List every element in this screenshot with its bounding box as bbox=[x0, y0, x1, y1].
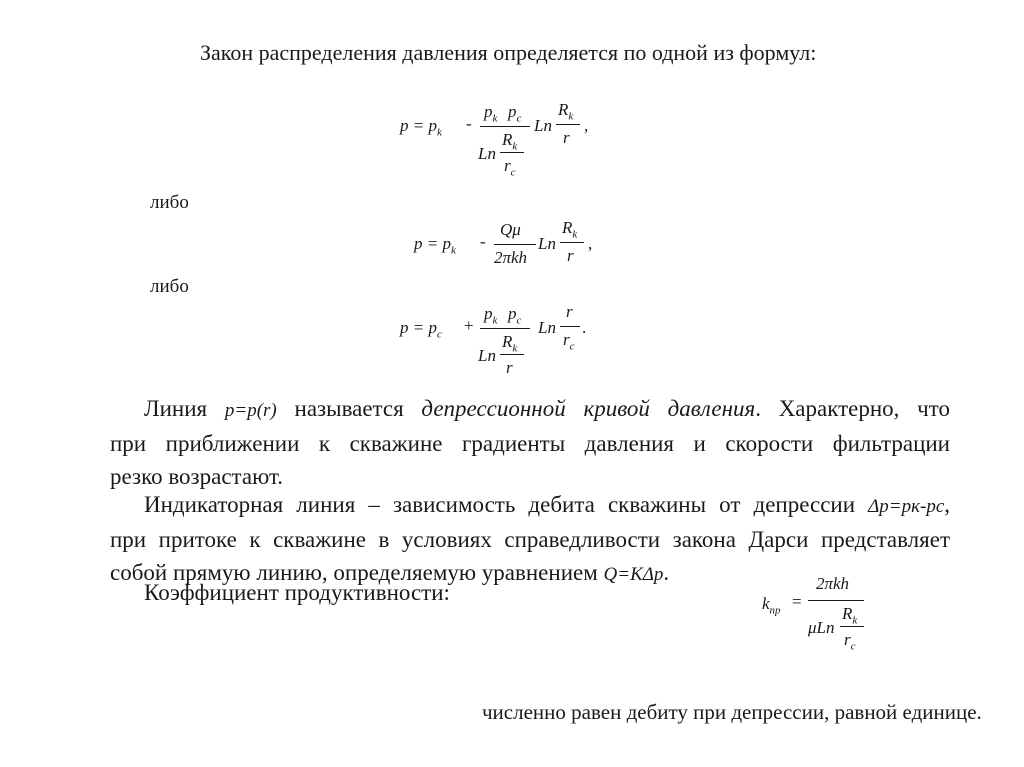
f2-lhs: $p = p_k$ bbox=[414, 234, 456, 257]
f3-den-frac-line bbox=[500, 354, 524, 355]
f1-den-ln: Ln bbox=[478, 144, 496, 163]
f3-ln-frac-line bbox=[560, 326, 580, 327]
f4-frac-line bbox=[808, 600, 864, 601]
formula-productivity bbox=[762, 572, 892, 662]
f2-frac-line bbox=[494, 244, 536, 245]
f3-den-den: r bbox=[506, 358, 513, 377]
f3-op: + bbox=[464, 316, 474, 335]
p2-line-2: при притоке к скважине в условиях справедливости закона Дарси представляет bbox=[110, 527, 950, 552]
formula-pressure-3 bbox=[400, 302, 620, 388]
f4-den-mu-ln: μLn bbox=[808, 618, 835, 637]
f4-eq: = bbox=[792, 592, 802, 611]
paragraph-depression-curve bbox=[110, 392, 950, 493]
f3-end: . bbox=[582, 318, 587, 337]
f1-den-num: $R_k$ bbox=[502, 130, 518, 153]
f2-end: , bbox=[588, 234, 593, 253]
p2-line-3: собой прямую линию, определяемую уравнением Q=KΔp. bbox=[110, 560, 670, 585]
p2-line-1: Индикаторная линия – зависимость дебита скважины от депрессии Δp=pк-pс, bbox=[144, 492, 950, 517]
f3-num-a: $p_k$ bbox=[484, 304, 498, 327]
or-label-1: либо bbox=[150, 192, 189, 213]
p1-line-2: при приближении к скважине градиенты давления и скорости фильтрации bbox=[110, 431, 950, 456]
f4-den-frac-line bbox=[840, 626, 864, 627]
f3-num-b: $p_c$ bbox=[508, 304, 522, 327]
f4-lhs: $k_{пр}$ bbox=[762, 594, 781, 617]
p1-line-3: резко возрастают. bbox=[110, 464, 284, 489]
p3-line-1: Коэффициент продуктивности: bbox=[144, 580, 450, 605]
f1-num-b: $p_c$ bbox=[508, 102, 522, 125]
f2-op: - bbox=[480, 232, 486, 251]
f2-num: Qμ bbox=[500, 220, 521, 239]
f1-op: - bbox=[466, 114, 472, 133]
f2-ln: Ln bbox=[538, 234, 556, 253]
p1-line-1: Линия p=p(r) называется депрессионной кривой давления. Характерно, что bbox=[144, 396, 950, 421]
f3-ln-num: r bbox=[566, 302, 573, 321]
page-title: Закон распределения давления определяется по одной из формул: bbox=[200, 40, 817, 65]
f1-den-den: $r_c$ bbox=[504, 156, 516, 179]
f3-den-num: $R_k$ bbox=[502, 332, 518, 355]
f2-ln-num: $R_k$ bbox=[562, 218, 578, 241]
f3-ln: Ln bbox=[538, 318, 556, 337]
f4-den-num: $R_k$ bbox=[842, 604, 858, 627]
footer-text: численно равен дебиту при депрессии, равной единице. bbox=[482, 700, 982, 724]
or-label-2: либо bbox=[150, 276, 189, 297]
f3-frac-line bbox=[480, 328, 530, 329]
f4-den-den: $r_c$ bbox=[844, 630, 856, 653]
formula-pressure-2 bbox=[414, 218, 614, 278]
f1-frac-line bbox=[480, 126, 530, 127]
f3-ln-den: $r_c$ bbox=[563, 330, 575, 353]
f1-ln-frac-line bbox=[556, 124, 580, 125]
f2-den: 2πkh bbox=[494, 248, 528, 267]
f1-ln: Ln bbox=[534, 116, 552, 135]
f3-lhs: $p = p_c$ bbox=[400, 318, 442, 341]
f4-num: 2πkh bbox=[816, 574, 850, 593]
f1-den-frac-line bbox=[500, 152, 524, 153]
f1-ln-num: $R_k$ bbox=[558, 100, 574, 123]
f1-num-a: $p_k$ bbox=[484, 102, 498, 125]
f2-ln-den: r bbox=[567, 246, 574, 265]
f3-den-ln: Ln bbox=[478, 346, 496, 365]
formula-pressure-1 bbox=[400, 100, 620, 190]
f1-ln-den: r bbox=[563, 128, 570, 147]
f2-ln-frac-line bbox=[560, 242, 584, 243]
f1-lhs: $p = p_k$ bbox=[400, 116, 442, 139]
f1-end: , bbox=[584, 116, 589, 135]
